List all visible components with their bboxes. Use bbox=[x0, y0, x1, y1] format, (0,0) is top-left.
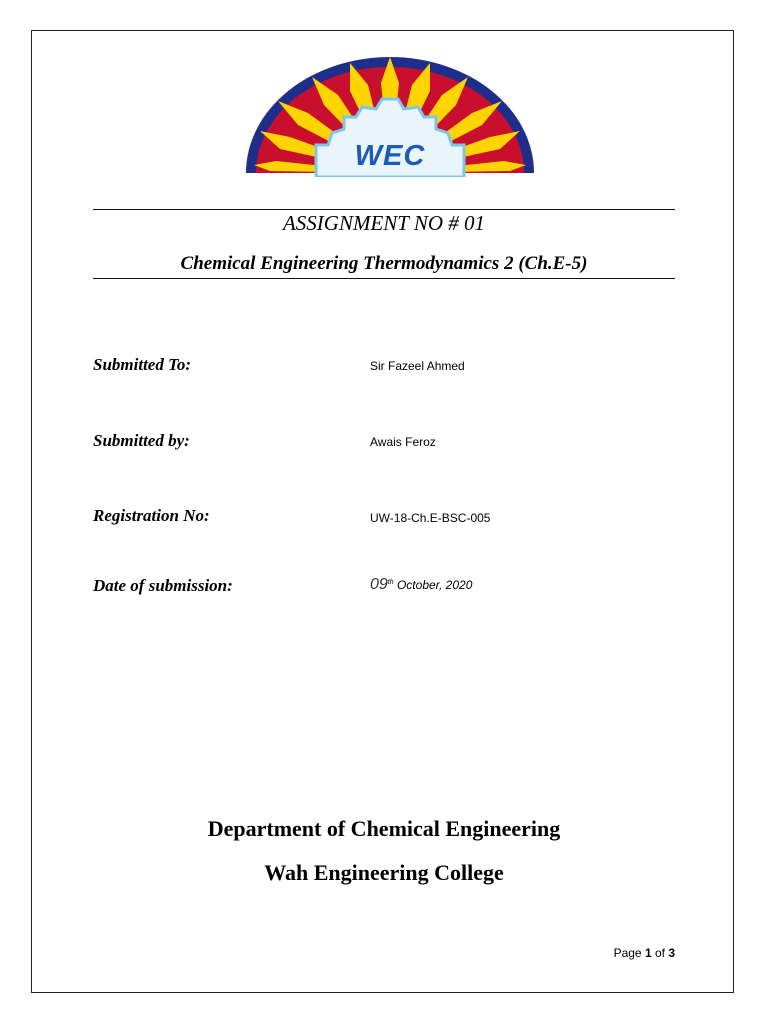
date-label: Date of submission: bbox=[93, 576, 233, 595]
assignment-title: ASSIGNMENT NO # 01 bbox=[282, 211, 486, 235]
registration-label: Registration No: bbox=[93, 506, 210, 525]
page-number bbox=[560, 946, 675, 960]
page-middle: of bbox=[651, 946, 669, 960]
wec-logo bbox=[246, 53, 534, 177]
page-total: 3 bbox=[668, 946, 675, 960]
logo-text: WEC bbox=[354, 140, 426, 172]
registration-value: UW-18-Ch.E-BSC-005 bbox=[370, 511, 491, 525]
heading-bottom-rule bbox=[93, 278, 675, 279]
course-title: Chemical Engineering Thermodynamics 2 (Ch.E-5) bbox=[180, 253, 588, 274]
submitted-by-label: Submitted by: bbox=[93, 431, 190, 450]
submitted-to-value: Sir Fazeel Ahmed bbox=[370, 359, 465, 373]
heading-top-rule bbox=[93, 209, 675, 210]
page-prefix: Page bbox=[613, 946, 645, 960]
date-day: 09 bbox=[370, 576, 388, 593]
date-suffix: th bbox=[387, 579, 394, 586]
date-rest: October, 2020 bbox=[393, 578, 473, 592]
submitted-by-value: Awais Feroz bbox=[370, 435, 436, 449]
department-name: Department of Chemical Engineering bbox=[207, 816, 561, 841]
college-name: Wah Engineering College bbox=[264, 860, 504, 885]
submitted-to-label: Submitted To: bbox=[93, 355, 192, 374]
date-value bbox=[370, 576, 472, 594]
page-current: 1 bbox=[644, 946, 652, 960]
